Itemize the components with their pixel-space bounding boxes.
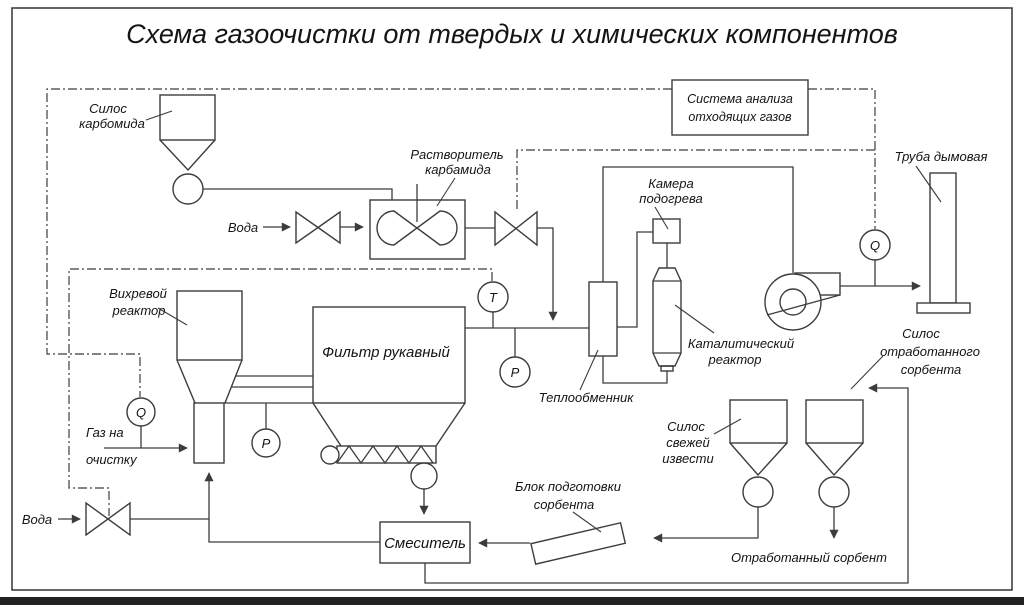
spent-silo-label-line1: Силос — [902, 326, 940, 341]
vortex-cone-right — [225, 360, 242, 403]
pipe-urea-solution-to-gas-line — [537, 228, 553, 320]
sorbent-prep-label-line1: Блок подготовки — [515, 479, 621, 494]
vessel-outlet-stub — [661, 366, 673, 371]
flow-arrow-lime-to-prep — [654, 507, 758, 538]
reactor-pressure-gauge-letter: P — [261, 436, 271, 451]
vortex-cone-left — [177, 360, 195, 403]
gas-inlet-label-line2: очистку — [86, 452, 137, 467]
piping — [58, 167, 920, 583]
urea-silo-label-line2: карбомида — [79, 116, 145, 131]
filter-hopper-left — [313, 403, 341, 446]
bottom-bar — [0, 597, 1024, 605]
stack-flow-gauge-letter: Q — [869, 238, 881, 253]
lime-silo-label-line3: извести — [662, 451, 714, 466]
heating-chamber — [653, 219, 680, 243]
pipe-hx-to-heating-chamber — [617, 232, 653, 327]
conveyor-drive — [321, 446, 339, 464]
spent-silo-rotary-feeder — [819, 477, 849, 507]
lime-silo-label-line2: свежей — [666, 435, 710, 450]
inlet-flow-gauge-letter: Q — [135, 405, 147, 420]
spent-silo-cone — [806, 443, 863, 475]
dissolver-label-line1: Растворитель — [410, 147, 504, 162]
spent-sorbent-out-label: Отработанный сорбент — [731, 550, 887, 565]
heat-exchanger-body — [589, 282, 617, 356]
smoke-stack — [917, 173, 970, 313]
vortex-reactor — [177, 291, 242, 463]
dissolver-label-line2: карбамида — [425, 162, 491, 177]
mixer — [380, 522, 470, 563]
water-valve-top — [296, 212, 340, 243]
sorbent-prep-block — [531, 523, 625, 564]
signal-line-analysis-to-stack-flow — [808, 89, 875, 229]
pipe-urea-feed — [203, 189, 392, 200]
sorbent-prep-body — [531, 523, 625, 564]
lime-silo — [730, 400, 787, 507]
dissolver-leader — [437, 178, 455, 206]
valve-symbol — [86, 503, 130, 535]
temperature-gauge-letter: T — [489, 290, 497, 305]
lime-silo-cone — [730, 443, 787, 475]
lime-silo-body — [730, 400, 787, 443]
urea-solution-valve — [495, 212, 537, 245]
analysis-system-box — [672, 80, 808, 135]
water-bottom-label: Вода — [21, 512, 53, 527]
heat-exchanger — [589, 282, 617, 356]
agitator-blade-left — [377, 211, 417, 245]
vortex-reactor-body — [177, 291, 242, 360]
bag-filter-label: Фильтр рукавный — [322, 344, 450, 361]
spent-silo-label-line3: сорбента — [900, 362, 962, 377]
lime-silo-leader — [714, 419, 741, 434]
spent-sorbent-silo — [806, 400, 863, 507]
analysis-system-outline — [672, 80, 808, 135]
analysis-system-label-line1: Система анализа — [687, 92, 793, 106]
vortex-reactor-throat — [194, 403, 224, 463]
stack-label: Труба дымовая — [894, 149, 988, 164]
gas-inlet-label-line1: Газ на — [86, 425, 124, 440]
catalytic-reactor — [653, 268, 681, 371]
urea-silo-body — [160, 95, 215, 140]
urea-silo-label-line1: Силос — [89, 101, 127, 116]
analysis-system-label-line2: отходящих газов — [688, 110, 792, 124]
urea-silo-rotary-feeder — [173, 174, 203, 204]
heating-chamber-body — [653, 219, 680, 243]
vortex-reactor-label-line1: Вихревой — [109, 286, 167, 301]
urea-silo-leader — [146, 111, 172, 120]
filter-pressure-gauge-letter: P — [510, 365, 520, 380]
exhaust-fan — [765, 273, 840, 330]
water-top-label: Вода — [227, 220, 259, 235]
catalytic-reactor-vessel — [653, 268, 681, 366]
agitator-blade-right — [417, 211, 457, 245]
urea-dissolver — [370, 184, 465, 259]
lime-silo-rotary-feeder — [743, 477, 773, 507]
valve-symbol — [495, 212, 537, 245]
water-valve-bottom — [86, 503, 130, 535]
lime-silo-label-line1: Силос — [667, 419, 705, 434]
pipe-hx-top-to-fan — [603, 167, 793, 282]
bag-filter — [313, 307, 465, 446]
heating-chamber-label-line1: Камера — [648, 176, 694, 191]
filter-hopper-right — [436, 403, 465, 446]
catalytic-reactor-label-line1: Каталитический — [687, 336, 795, 351]
mixer-label: Смеситель — [384, 535, 466, 552]
diagram-title: Схема газоочистки от твердых и химических компонентов — [126, 19, 898, 49]
catalytic-reactor-label-line2: реактор — [708, 352, 762, 367]
valve-symbol — [296, 212, 340, 243]
urea-silo — [160, 95, 215, 204]
spent-silo-body — [806, 400, 863, 443]
vortex-reactor-label-line2: реактор — [112, 303, 166, 318]
urea-silo-cone — [160, 140, 215, 170]
heat-exchanger-label: Теплообменник — [538, 390, 634, 405]
conveyor-discharge-feeder — [411, 463, 437, 489]
spent-silo-leader — [851, 356, 883, 389]
sorbent-prep-leader — [573, 512, 601, 532]
heating-chamber-label-line2: подогрева — [639, 191, 703, 206]
screw-conveyor — [321, 446, 437, 489]
stack-base — [917, 303, 970, 313]
spent-silo-label-line2: отработанного — [880, 344, 980, 359]
pipe-to-mixer-left — [209, 519, 380, 542]
sorbent-prep-label-line2: сорбента — [533, 497, 595, 512]
